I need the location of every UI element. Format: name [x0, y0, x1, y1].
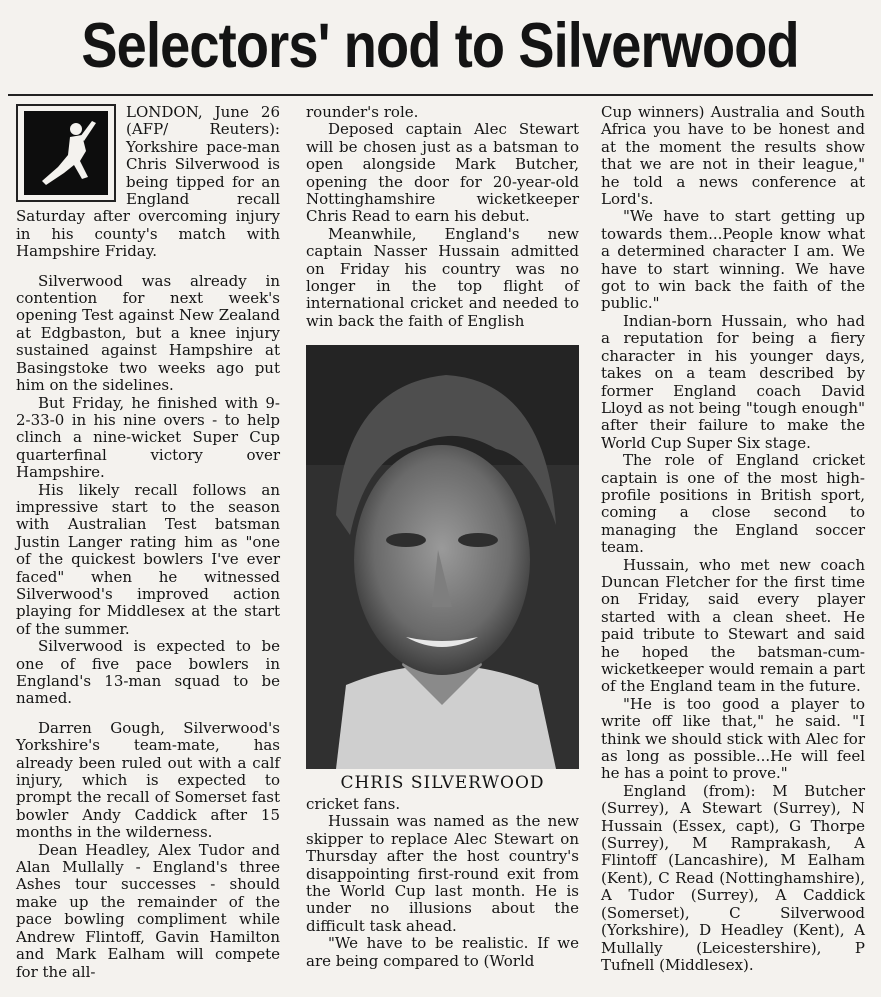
paragraph: cricket fans.	[306, 795, 401, 813]
headline-block	[0, 0, 881, 92]
photo-caption: CHRIS SILVERWOOD	[340, 773, 545, 793]
paragraph: England (from): M Butcher (Surrey), A Stewart (Surrey), N Hussain (Essex, capt), G Thorpe (Surrey), M Ramprakash, A Flintoff (Lancashire), M Ealham (Kent), C Read (Nottinghamshire), A Tudor (Surrey), A Caddick (Somerset), C Silverwood (Yorkshire), D Headley (Kent), A Mullally (Leicestershire), P Tufnell (Middlesex).	[601, 781, 865, 974]
paragraph: His likely recall follows an impressive start to the season with Australian Test batsman Justin Langer rating him as "one of the quickest bowlers I've ever faced" when he witnessed Silverwood's improved action playing for Middlesex at the start of the summer.	[16, 480, 280, 638]
paragraph: Darren Gough, Silverwood's Yorkshire's team-mate, has already been ruled out with a calf injury, which is expected to prompt the recall of Somerset fast bowler Andy Caddick after 15 months in the wilderness.	[16, 718, 280, 842]
portrait-photo	[306, 345, 579, 769]
paragraph: Cup winners) Australia and South Africa you have to be honest and at the moment the results show that we are not in their league," he told a news conference at Lord's.	[601, 103, 865, 209]
paragraph: Indian-born Hussain, who had a reputation for being a fiery character in his younger days, takes on a team described by former England coach David Lloyd as not being "tough enough" after their failure to make the World Cup Super Six stage.	[601, 311, 865, 452]
paragraph: "We have to be realistic. If we are being compared to (World	[306, 934, 579, 970]
article-column-1	[16, 104, 280, 981]
paragraph: "We have to start getting up towards them...People know what a determined character I am. We have to start winning. We have got to win back the faith of the public."	[601, 207, 865, 313]
article-column-2-bottom	[306, 796, 579, 970]
cricket-batsman-icon	[16, 104, 116, 202]
article-column-2-top	[306, 104, 579, 330]
paragraph: The role of England cricket captain is one of the most high-profile positions in British sport, coming a close second to managing the England soccer team.	[601, 451, 865, 557]
paragraph: But Friday, he finished with 9-2-33-0 in his nine overs - to help clinch a nine-wicket Super Cup quarterfinal victory over Hampshire.	[16, 393, 280, 482]
paragraph: Silverwood was already in contention for next week's opening Test against New Zealand at Edgbaston, but a knee injury sustained against Hampshire at Basingstoke two weeks ago put him on the sidelines.	[16, 271, 280, 395]
paragraph: Hussain, who met new coach Duncan Fletcher for the first time on Friday, said every player started with a clean sheet. He paid tribute to Stewart and said he hoped the batsman-cum-wicketkeeper would remain a part of the England team in the future.	[601, 555, 865, 696]
paragraph: Dean Headley, Alex Tudor and Alan Mullally - England's three Ashes tour successes - should make up the remainder of the pace bowling compliment while Andrew Flintoff, Gavin Hamilton and Mark Ealham will compete for the all-	[16, 840, 280, 981]
article-column-3	[601, 104, 865, 974]
paragraph: Deposed captain Alec Stewart will be chosen just as a batsman to open alongside Mark Butcher, opening the door for 20-year-old Nottinghamshire wicketkeeper Chris Read to earn his debut.	[306, 120, 579, 226]
paragraph: rounder's role.	[306, 103, 419, 121]
headline: Selectors' nod to Silverwood	[81, 11, 800, 81]
paragraph: Hussain was named as the new skipper to replace Alec Stewart on Thursday after the host country's disappointing first-round exit from the World Cup last month. He is under no illusions about the difficult task ahead.	[306, 812, 579, 935]
headline-rule	[8, 94, 873, 96]
paragraph: "He is too good a player to write off like that," he said. "I think we should stick with Alec for as long as possible...He will feel he has a point to prove."	[601, 694, 866, 783]
paragraph: Meanwhile, England's new captain Nasser Hussain admitted on Friday his country was no longer in the top flight of international cricket and needed to win back the faith of English	[306, 224, 579, 330]
paragraph: Silverwood is expected to be one of five pace bowlers in England's 13-man squad to be named.	[16, 637, 280, 708]
paragraph: LONDON, June 26 (AFP/ Reuters): Yorkshire pace-man Chris Silverwood is being tipped for an England recall Saturday after overcoming injury in his county's match with Hampshire Friday.	[16, 103, 280, 261]
